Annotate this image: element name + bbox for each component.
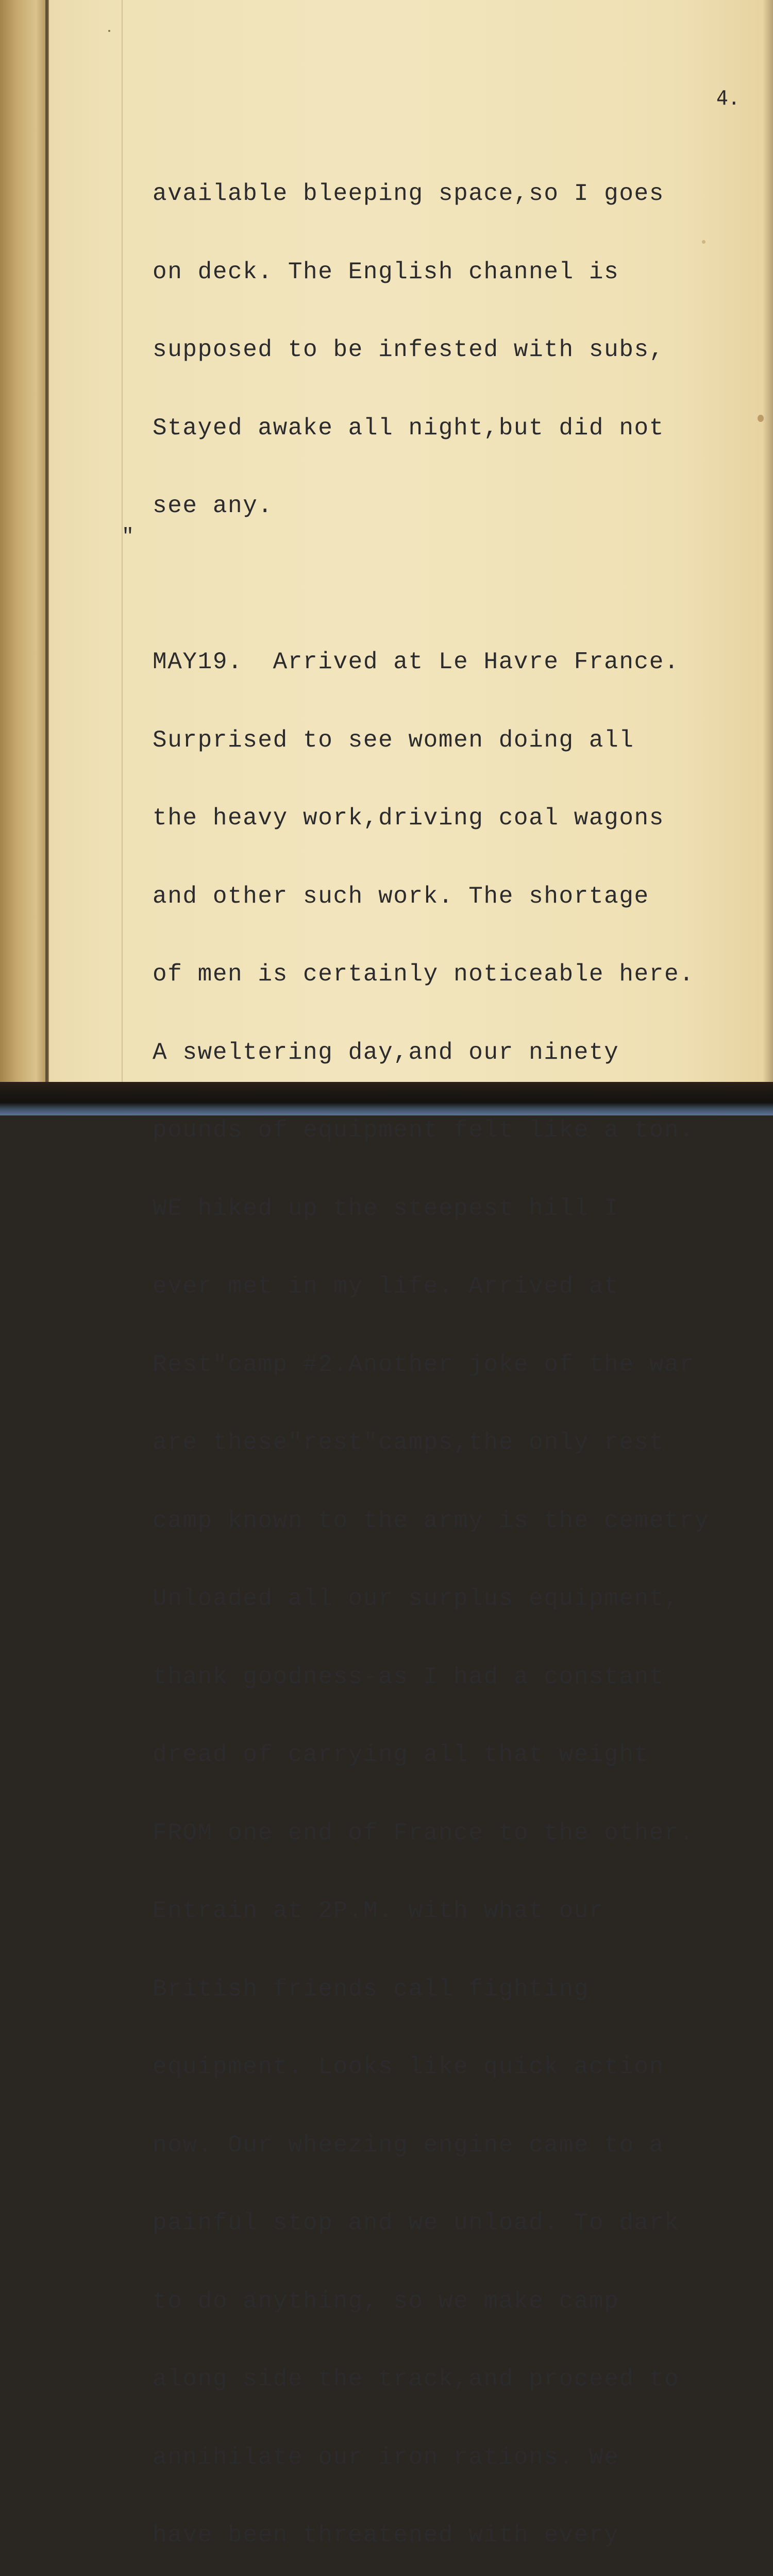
text-line: see any. xyxy=(153,493,273,519)
text-line: of men is certainly noticeable here. xyxy=(153,961,695,988)
text-line: equipment. Looks like quick action xyxy=(153,2054,664,2080)
text-line: Rest"camp #2.Another joke of the war xyxy=(153,1351,695,1378)
text-line: painful stop and we unload. To dark xyxy=(153,2210,680,2236)
text-line: dread of carrying all that weight xyxy=(153,1741,649,1768)
binding-gutter xyxy=(0,0,49,1115)
text-line: MAY19. Arrived at Le Havre France. xyxy=(153,649,680,675)
page-number: 4. xyxy=(716,87,740,109)
text-line: have been threatened with every xyxy=(153,2522,619,2549)
text-line: Entrain at 2P.M. with what our xyxy=(153,1897,604,1924)
text-line: now. Our wheezing engine came to a xyxy=(153,2131,664,2159)
text-line: pounds of equipment felt like a ton. xyxy=(153,1117,695,1144)
text-line: to do anything, so we make camp xyxy=(153,2287,619,2315)
text-line: Unloaded all our surplus equipment, xyxy=(153,1585,680,1612)
binding-edge xyxy=(45,0,48,1082)
blank-line xyxy=(153,571,755,598)
text-line: available bleeping space,so I goes xyxy=(153,180,664,207)
typewritten-text xyxy=(153,129,755,2576)
text-line: supposed to be infested with subs, xyxy=(153,336,664,363)
text-line: along side the track,and proceed to xyxy=(153,2366,680,2393)
ink-spot xyxy=(758,415,764,422)
text-line: Surprised to see women doing all xyxy=(153,726,634,754)
margin-quote-mark: " xyxy=(122,526,135,549)
text-line: and other such work. The shortage xyxy=(153,883,649,910)
text-line: the heavy work,driving coal wagons xyxy=(153,805,664,832)
page-edge-shadow xyxy=(763,0,773,1082)
text-line: FROM one end of France to the other. xyxy=(153,1819,695,1846)
text-line: British friends call fighting xyxy=(153,1975,589,2003)
text-line: WE hiked up the steepest hill I xyxy=(153,1195,619,1222)
text-line: thank goodness-as I had a constant xyxy=(153,1663,664,1690)
text-line: on deck. The English channel is xyxy=(153,258,619,285)
ink-spot xyxy=(108,30,110,32)
text-line: are these"rest"camps,the only rest xyxy=(153,1429,664,1456)
text-line: camp known to the army is the cemetry xyxy=(153,1507,710,1534)
text-line: annihilate our iron rations. We xyxy=(153,2444,619,2471)
text-line: Stayed awake all night,but did not xyxy=(153,414,664,442)
scan-background xyxy=(0,1082,773,1115)
text-line: A sweltering day,and our ninety xyxy=(153,1039,619,1066)
text-line: ever met in my life. Arrived at xyxy=(153,1273,619,1300)
